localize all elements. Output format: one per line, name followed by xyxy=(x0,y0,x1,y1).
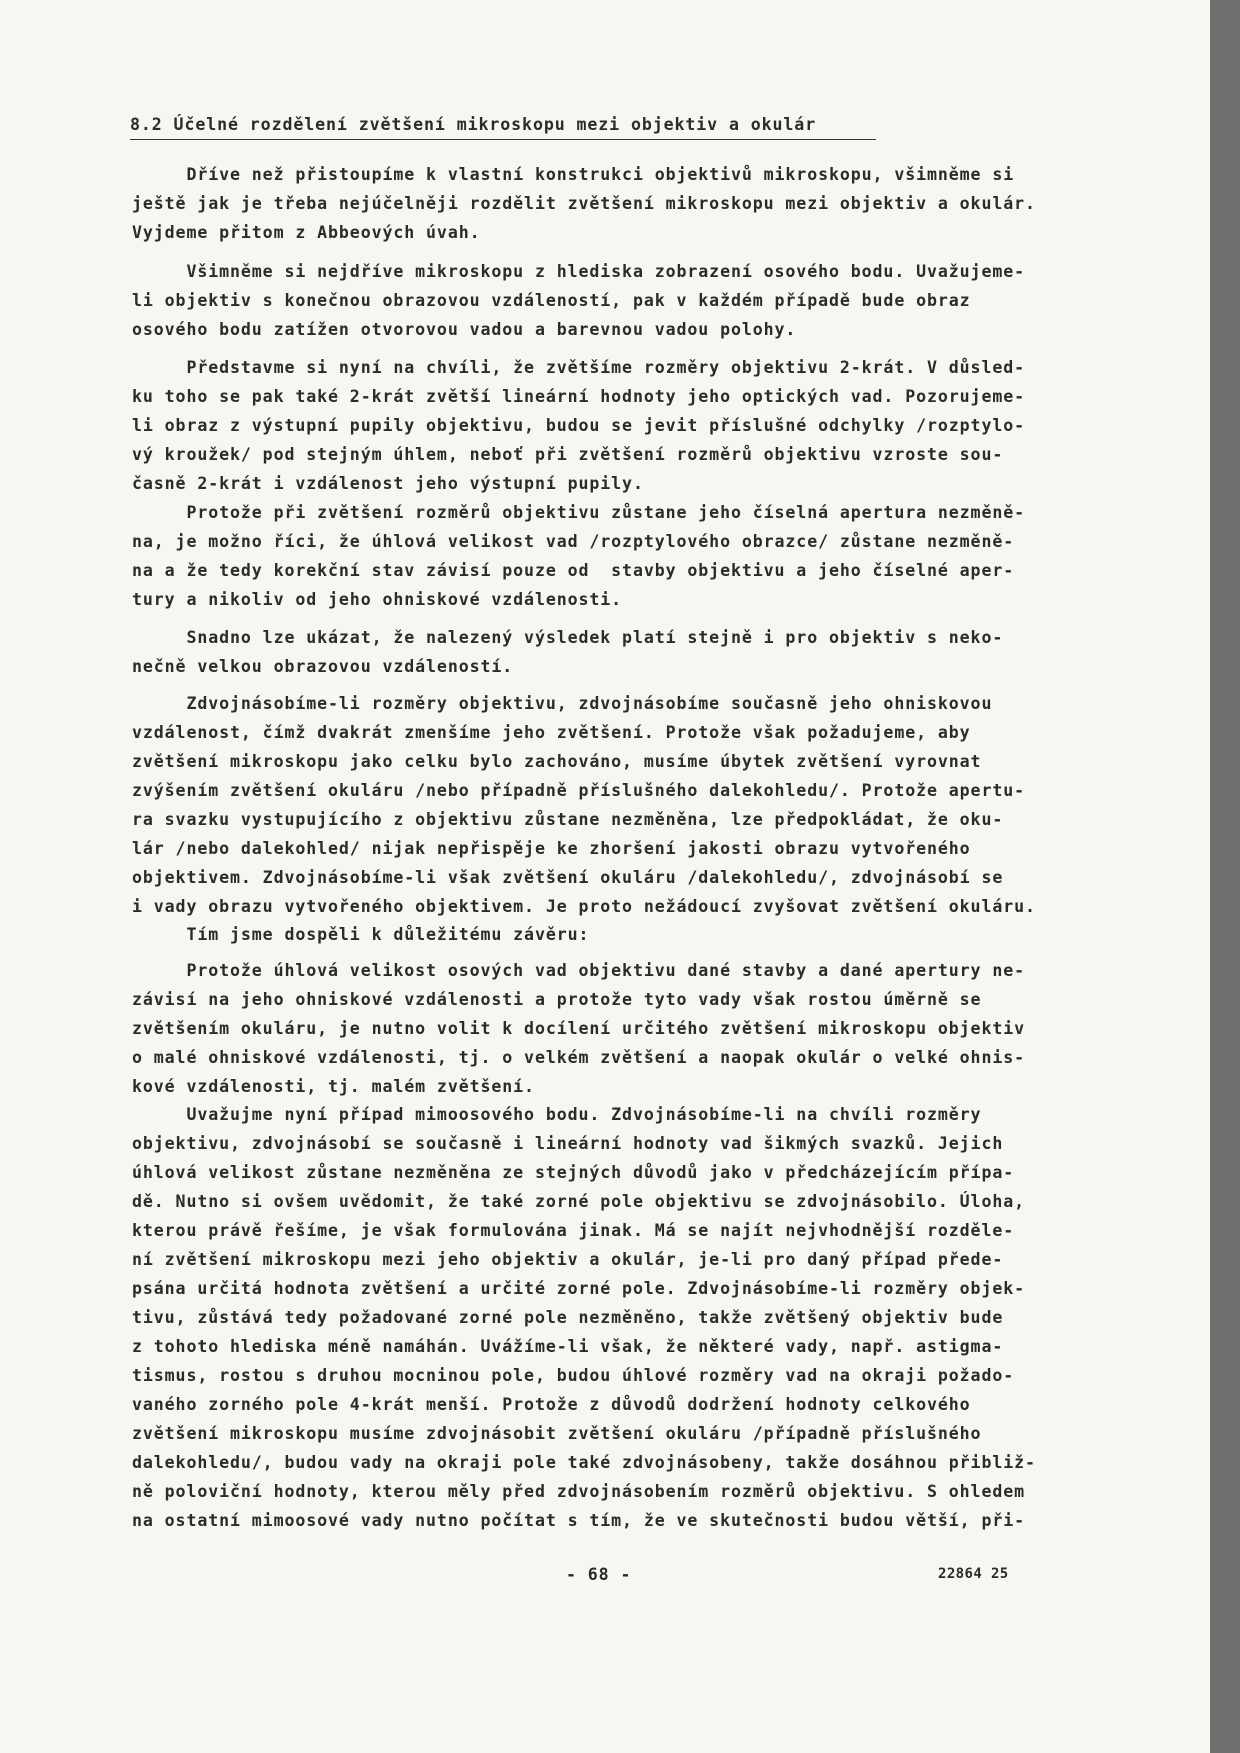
paragraph-8: Protože úhlová velikost osových vad objektivu dané stavby a dané apertury ne- závisí na jeho ohniskové vzdálenosti a protože tyto vady však rostou úměrně se zvětšením okuláru, je nutno volit k docílení určitého zvětšení mikroskopu objektiv o malé ohniskové vzdálenosti, tj. o velkém zvětšení a naopak okulár o velké ohnis- kové vzdálenosti, tj. malém zvětšení. xyxy=(132,961,1026,1096)
paragraph-2: Všimněme si nejdříve mikroskopu z hlediska zobrazení osového bodu. Uvažujeme- li objektiv s konečnou obrazovou vzdáleností, pak v každém případě bude obraz osového bodu zatížen otvorovou vadou a barevnou vadou polohy. xyxy=(132,262,1026,339)
paragraph-9: Uvažujme nyní případ mimoosového bodu. Zdvojnásobíme-li na chvíli rozměry objektivu, zdvojnásobí se současně i lineární hodnoty vad šikmých svazků. Jejich úhlová velikost zůstane nezměněna ze stejných důvodů jako v předcházejícím přípa- dě. Nutno si ovšem uvědomit, že také zorné pole objektivu se zdvojnásobilo. Úloha, kterou právě řešíme, je však formulována jinak. Má se najít nejvhodnější rozděle- ní zvětšení mikroskopu mezi jeho objektiv a okulár, je-li pro daný případ přede- psána určitá hodnota zvětšení a určité zorné pole. Zdvojnásobíme-li rozměry objek- tivu, zůstává tedy požadované zorné pole nezměněno, takže zvětšený objektiv bude z tohoto hlediska méně namáhán. Uvážíme-li však, že některé vady, např. astigma- tismus, rostou s druhou mocninou pole, budou úhlové rozměry vad na okraji požado- vaného zorného pole 4-krát menší. Protože z důvodů dodržení hodnoty celkového zvětšení mikroskopu musíme zdvojnásobit zvětšení okuláru /případně příslušného dalekohledu/, budou vady na okraji pole také zdvojnásobeny, takže dosáhnou přibliž- ně poloviční hodnoty, kterou měly před zdvojnásobením rozměrů objektivu. S ohledem na ostatní mimoosové vady nutno počítat s tím, že ve skutečnosti budou větší, při- xyxy=(132,1105,1036,1530)
scan-background-edge xyxy=(1210,0,1240,1753)
document-code: 22864 25 xyxy=(938,1566,1009,1582)
paragraph-4: Protože při zvětšení rozměrů objektivu zůstane jeho číselná apertura nezměně- na, je možno říci, že úhlová velikost vad /rozptylového obrazce/ zůstane nezměně- na a že tedy korekční stav závisí pouze od stavby objektivu a jeho číselné aper- tury a nikoliv od jeho ohniskové vzdálenosti. xyxy=(132,503,1026,609)
paragraph-5: Snadno lze ukázat, že nalezený výsledek platí stejně i pro objektiv s neko- nečně velkou obrazovou vzdáleností. xyxy=(132,628,1004,676)
paragraph-3: Představme si nyní na chvíli, že zvětšíme rozměry objektivu 2-krát. V důsled- ku toho se pak také 2-krát zvětší lineární hodnoty jeho optických vad. Pozorujeme- li obraz z výstupní pupily objektivu, budou se jevit příslušné odchylky /rozptylo- vý kroužek/ pod stejným úhlem, neboť při zvětšení rozměrů objektivu vzroste sou- časně 2-krát i vzdálenost jeho výstupní pupily. xyxy=(132,358,1026,493)
paragraph-7: Tím jsme dospěli k důležitému závěru: xyxy=(132,925,590,944)
paragraph-6: Zdvojnásobíme-li rozměry objektivu, zdvojnásobíme současně jeho ohniskovou vzdálenost, čímž dvakrát zmenšíme jeho zvětšení. Protože však požadujeme, aby zvětšení mikroskopu jako celku bylo zachováno, musíme úbytek zvětšení vyrovnat zvýšením zvětšení okuláru /nebo případně příslušného dalekohledu/. Protože apertu- ra svazku vystupujícího z objektivu zůstane nezměněna, lze předpokládat, že oku- lár /nebo dalekohled/ nijak nepřispěje ke zhoršení jakosti obrazu vytvořeného objektivem. Zdvojnásobíme-li však zvětšení okuláru /dalekohledu/, zdvojnásobí se i vady obrazu vytvořeného objektivem. Je proto nežádoucí zvyšovat zvětšení okuláru. xyxy=(132,694,1036,916)
paragraph-1: Dříve než přistoupíme k vlastní konstrukci objektivů mikroskopu, všimněme si ještě jak je třeba nejúčelněji rozdělit zvětšení mikroskopu mezi objektiv a okulár. Vyjdeme přitom z Abbeových úvah. xyxy=(132,165,1036,242)
page-number: - 68 - xyxy=(566,1565,632,1584)
section-heading: 8.2 Účelné rozdělení zvětšení mikroskopu mezi objektiv a okulár xyxy=(130,113,876,140)
